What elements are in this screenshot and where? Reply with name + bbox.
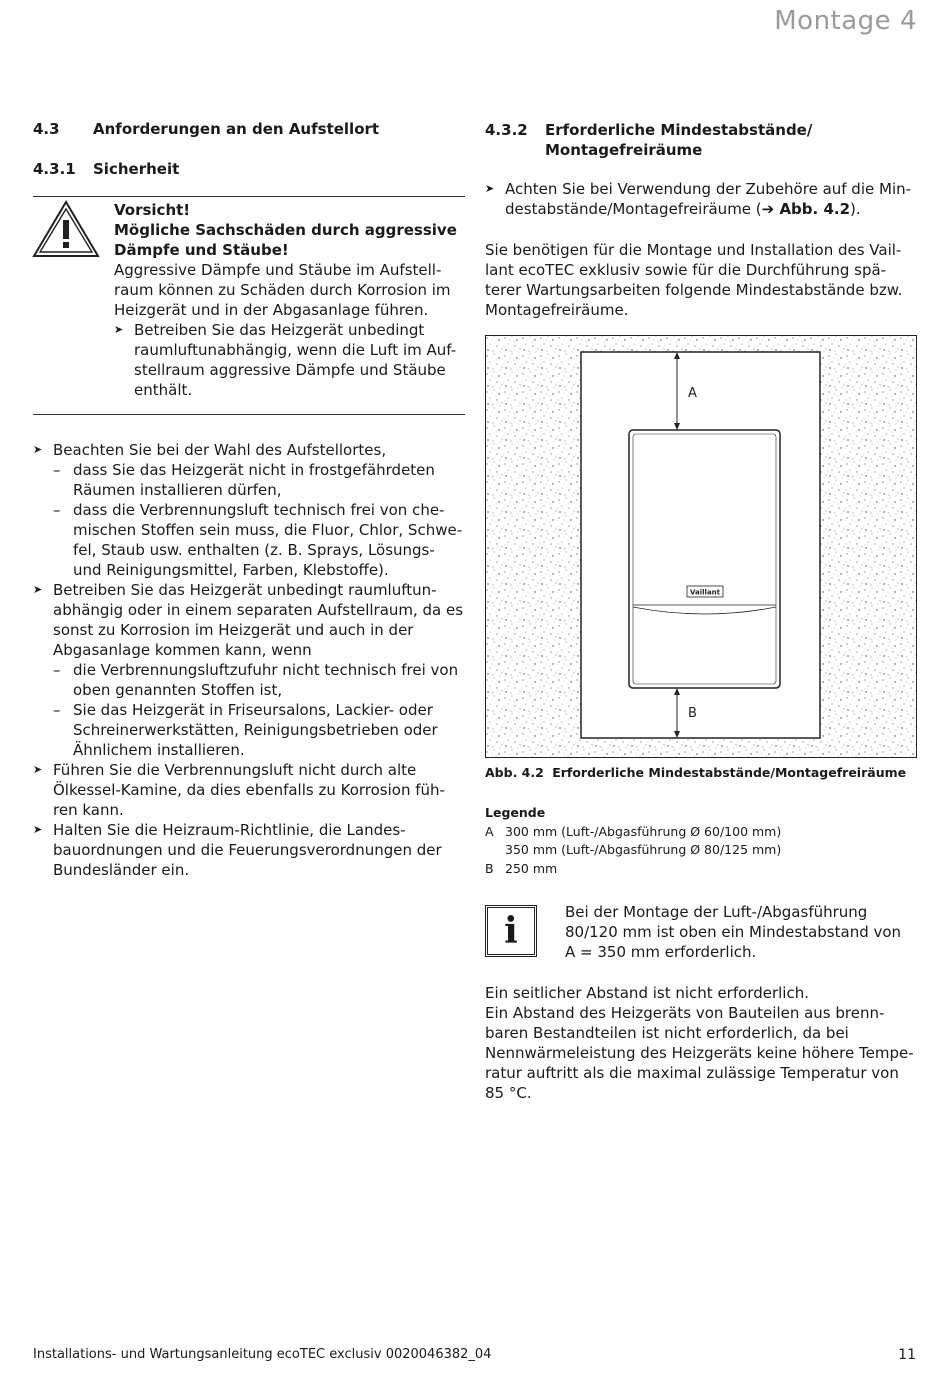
section-heading-4-3 xyxy=(33,120,379,138)
warning-triangle-icon xyxy=(32,200,100,258)
list-line: – Sie das Heizgerät in Friseursalons, Lackier- oder xyxy=(33,700,473,720)
list-line: sonst zu Korrosion im Heizgerät und auch in der xyxy=(53,621,414,639)
bullet-line: ➤ Achten Sie bei Verwendung der Zubehöre auf die Min- xyxy=(485,179,925,199)
paragraph-line: 85 °C. xyxy=(485,1084,532,1102)
paragraph-line: Ein seitlicher Abstand ist nicht erforderlich. xyxy=(485,984,809,1002)
legend-value-a2: 350 mm (Luft-/Abgasführung Ø 80/125 mm) xyxy=(505,842,782,857)
legend-title: Legende xyxy=(485,805,546,820)
clearance-bullet xyxy=(485,179,925,219)
paragraph-line: Nennwärmeleistung des Heizgeräts keine höhere Tempe- xyxy=(485,1044,914,1062)
list-line: ➤ Beachten Sie bei der Wahl des Aufstellortes, xyxy=(33,440,473,460)
list-line: ren kann. xyxy=(53,801,124,819)
boiler-outline xyxy=(629,430,780,688)
paragraph-line: lant ecoTEC exklusiv sowie für die Durchführung spä- xyxy=(485,261,887,279)
warning-body-line: Heizgerät und in der Abgasanlage führen. xyxy=(114,301,429,319)
warning-body-line: raum können zu Schäden durch Korrosion im xyxy=(114,281,451,299)
list-line: – dass die Verbrennungsluft technisch frei von che- xyxy=(33,500,473,520)
list-line: – dass Sie das Heizgerät nicht in frostgefährdeten xyxy=(33,460,473,480)
location-requirements-list xyxy=(33,440,473,880)
section-title: Sicherheit xyxy=(93,160,180,178)
legend-key-a: A xyxy=(485,823,494,839)
warning-action-line: stellraum aggressive Dämpfe und Stäube xyxy=(134,361,446,379)
section-number: 4.3 xyxy=(33,120,60,138)
list-line: Abgasanlage kommen kann, wenn xyxy=(53,641,312,659)
list-line: fel, Staub usw. enthalten (z. B. Sprays, Lösungs- xyxy=(73,541,435,559)
paragraph-line: terer Wartungsarbeiten folgende Mindestabstände bzw. xyxy=(485,281,903,299)
list-line: Bundesländer ein. xyxy=(53,861,190,879)
list-line: Schreinerwerkstätten, Reinigungsbetrieben oder xyxy=(73,721,438,739)
footer-document-title: Installations- und Wartungsanleitung ecoTEC exclusiv 0020046382_04 xyxy=(33,1347,492,1362)
bullet-line: destabstände/Montagefreiräume ( xyxy=(505,200,762,218)
list-line: mischen Stoffen sein muss, die Fluor, Chlor, Schwe- xyxy=(73,521,463,539)
section-heading-4-3-1 xyxy=(33,160,179,178)
info-note xyxy=(565,902,925,962)
warning-action-line: ➤ Betreiben Sie das Heizgerät unbedingt xyxy=(114,320,466,340)
page-header-title: Montage 4 xyxy=(774,6,917,36)
figure-legend xyxy=(485,804,781,878)
brand-text: Vaillant xyxy=(689,588,721,597)
intro-paragraph xyxy=(485,240,925,320)
figure-reference-link[interactable]: ➔ Abb. 4.2 xyxy=(761,200,851,218)
list-line: ➤ Betreiben Sie das Heizgerät unbedingt raumluftun- xyxy=(33,580,473,600)
dimension-label-b: B xyxy=(688,706,697,721)
warning-action-line: raumluftunabhängig, wenn die Luft im Auf- xyxy=(134,341,457,359)
warning-bottom-rule xyxy=(33,414,465,415)
list-line: ➤ Halten Sie die Heizraum-Richtlinie, die Landes- xyxy=(33,820,473,840)
warning-headline-1: Mögliche Sachschäden durch aggressive xyxy=(114,221,457,239)
paragraph-line: Montagefreiräume. xyxy=(485,301,629,319)
info-icon-glyph: i xyxy=(504,910,518,952)
figure-caption xyxy=(485,765,906,780)
section-heading-4-3-2 xyxy=(485,120,812,160)
legend-key-b: B xyxy=(485,860,494,876)
list-line: und Reinigungsmittel, Farben, Klebstoffe). xyxy=(73,561,389,579)
paragraph-line: baren Bestandteilen ist nicht erforderlich, da bei xyxy=(485,1024,849,1042)
dimension-label-a: A xyxy=(688,386,697,401)
list-line: Ähnlichem installieren. xyxy=(73,741,245,759)
warning-action-line: enthält. xyxy=(134,381,193,399)
list-line: bauordnungen und die Feuerungsverordnungen der xyxy=(53,841,442,859)
list-line: Räumen installieren dürfen, xyxy=(73,481,282,499)
warning-top-rule xyxy=(33,196,465,197)
info-icon xyxy=(485,905,537,957)
figure-number: Abb. 4.2 xyxy=(485,765,544,780)
list-line: – die Verbrennungsluftzufuhr nicht technisch frei von xyxy=(33,660,473,680)
section-title-line: Erforderliche Mindestabstände/ xyxy=(545,121,813,139)
paragraph-line: Ein Abstand des Heizgeräts von Bauteilen aus brenn- xyxy=(485,1004,885,1022)
list-line: abhängig oder in einem separaten Aufstellraum, da es xyxy=(53,601,464,619)
clearance-paragraph xyxy=(485,983,925,1103)
paragraph-line: ratur auftritt als die maximal zulässige Temperatur von xyxy=(485,1064,899,1082)
warning-body-line: Aggressive Dämpfe und Stäube im Aufstell- xyxy=(114,261,442,279)
legend-value-b: 250 mm xyxy=(505,860,558,876)
info-line: Bei der Montage der Luft-/Abgasführung xyxy=(565,903,868,921)
footer-page-number: 11 xyxy=(898,1347,916,1363)
section-number: 4.3.2 xyxy=(485,121,528,139)
legend-value-a1: 300 mm (Luft-/Abgasführung Ø 60/100 mm) xyxy=(505,823,782,839)
info-line: A = 350 mm erforderlich. xyxy=(565,943,757,961)
bullet-line-end: ). xyxy=(850,200,861,218)
section-number: 4.3.1 xyxy=(33,160,76,178)
figure-caption-text: Erforderliche Mindestabstände/Montagefreiräume xyxy=(552,765,907,780)
warning-title: Vorsicht! xyxy=(114,201,191,219)
clearance-figure xyxy=(485,335,917,758)
list-line: ➤ Führen Sie die Verbrennungsluft nicht durch alte xyxy=(33,760,473,780)
section-title: Anforderungen an den Aufstellort xyxy=(93,120,380,138)
list-line: Ölkessel-Kamine, da dies ebenfalls zu Korrosion füh- xyxy=(53,781,445,799)
info-line: 80/120 mm ist oben ein Mindestabstand von xyxy=(565,923,902,941)
paragraph-line: Sie benötigen für die Montage und Installation des Vail- xyxy=(485,241,902,259)
warning-headline-2: Dämpfe und Stäube! xyxy=(114,241,289,259)
warning-block xyxy=(114,200,466,400)
list-line: oben genannten Stoffen ist, xyxy=(73,681,283,699)
section-title-line: Montagefreiräume xyxy=(545,141,703,159)
